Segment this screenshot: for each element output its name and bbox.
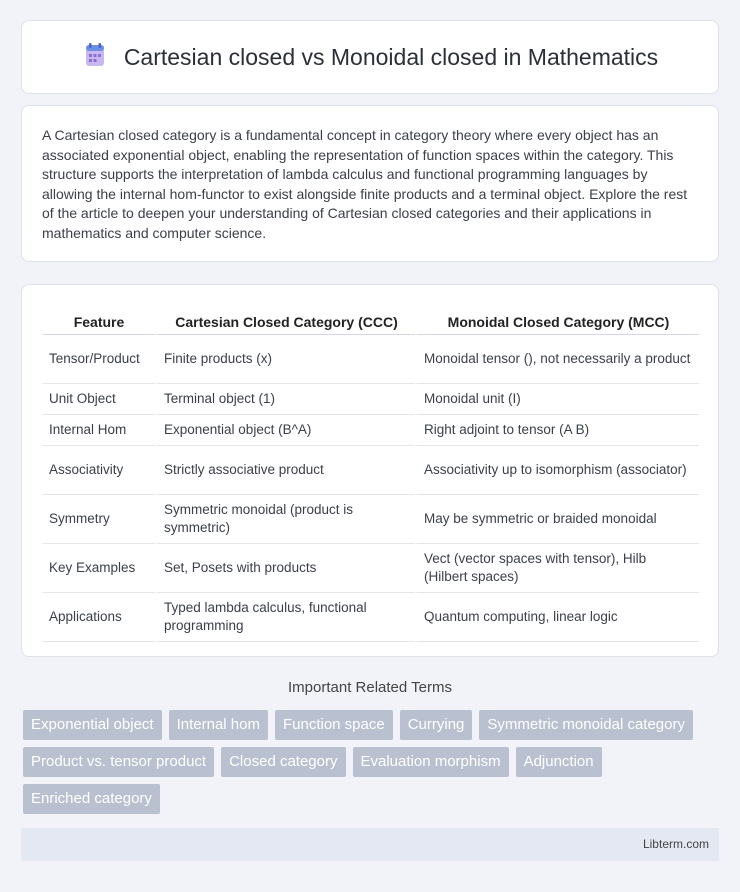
table-cell-ccc: Exponential object (B^A) xyxy=(155,415,415,446)
table-row xyxy=(43,544,699,593)
table-row xyxy=(43,446,699,495)
related-term-tag[interactable]: Internal hom xyxy=(169,710,268,740)
related-term-tag[interactable]: Function space xyxy=(275,710,393,740)
table-cell-ccc: Symmetric monoidal (product is symmetric) xyxy=(155,495,415,544)
page-title: Cartesian closed vs Monoidal closed in Mathematics xyxy=(123,43,659,70)
table-cell-ccc: Strictly associative product xyxy=(155,446,415,495)
table-row xyxy=(43,335,699,384)
table-cell-feature: Associativity xyxy=(43,446,155,495)
table-cell-mcc: Monoidal unit (I) xyxy=(415,384,699,415)
table-cell-mcc: Quantum computing, linear logic xyxy=(415,593,699,642)
related-terms-tags xyxy=(23,710,723,814)
table-cell-feature: Tensor/Product xyxy=(43,335,155,384)
table-cell-feature: Key Examples xyxy=(43,544,155,593)
related-term-tag[interactable]: Currying xyxy=(400,710,473,740)
related-term-tag[interactable]: Closed category xyxy=(221,747,345,777)
table-cell-feature: Unit Object xyxy=(43,384,155,415)
document-icon xyxy=(82,42,108,73)
comparison-table-card xyxy=(21,284,719,657)
table-cell-mcc: Monoidal tensor (), not necessarily a product xyxy=(415,335,699,384)
intro-card xyxy=(21,105,719,262)
table-cell-mcc: May be symmetric or braided monoidal xyxy=(415,495,699,544)
column-header-ccc: Cartesian Closed Category (CCC) xyxy=(155,305,415,335)
related-term-tag[interactable]: Enriched category xyxy=(23,784,160,814)
table-row xyxy=(43,495,699,544)
table-row xyxy=(43,415,699,446)
table-cell-ccc: Terminal object (1) xyxy=(155,384,415,415)
header-card xyxy=(21,20,719,94)
related-terms-title: Important Related Terms xyxy=(288,679,452,696)
table-row xyxy=(43,593,699,642)
table-cell-ccc: Set, Posets with products xyxy=(155,544,415,593)
table-cell-feature: Applications xyxy=(43,593,155,642)
table-cell-mcc: Vect (vector spaces with tensor), Hilb (Hilbert spaces) xyxy=(415,544,699,593)
table-cell-ccc: Finite products (x) xyxy=(155,335,415,384)
intro-text: A Cartesian closed category is a fundamental concept in category theory where every object has an associated exponential object, enabling the representation of function spaces within the category. This structure supports the interpretation of lambda calculus and functional programming languages by allowing the internal hom-functor to exist alongside finite products and a terminal object. Explore the rest of the article to deepen your understanding of Cartesian closed categories and their applications in mathematics and computer science. xyxy=(42,127,688,241)
table-cell-mcc: Associativity up to isomorphism (associator) xyxy=(415,446,699,495)
footer xyxy=(21,828,719,861)
related-term-tag[interactable]: Evaluation morphism xyxy=(353,747,509,777)
comparison-table xyxy=(43,305,699,642)
table-row xyxy=(43,384,699,415)
table-header-row xyxy=(43,305,699,335)
related-term-tag[interactable]: Product vs. tensor product xyxy=(23,747,214,777)
footer-brand-link[interactable]: Libterm.com xyxy=(642,837,709,851)
table-cell-feature: Symmetry xyxy=(43,495,155,544)
related-term-tag[interactable]: Exponential object xyxy=(23,710,162,740)
table-cell-feature: Internal Hom xyxy=(43,415,155,446)
table-cell-ccc: Typed lambda calculus, functional programming xyxy=(155,593,415,642)
related-term-tag[interactable]: Adjunction xyxy=(516,747,602,777)
column-header-feature: Feature xyxy=(43,305,155,335)
column-header-mcc: Monoidal Closed Category (MCC) xyxy=(415,305,699,335)
related-term-tag[interactable]: Symmetric monoidal category xyxy=(479,710,693,740)
table-cell-mcc: Right adjoint to tensor (A B) xyxy=(415,415,699,446)
